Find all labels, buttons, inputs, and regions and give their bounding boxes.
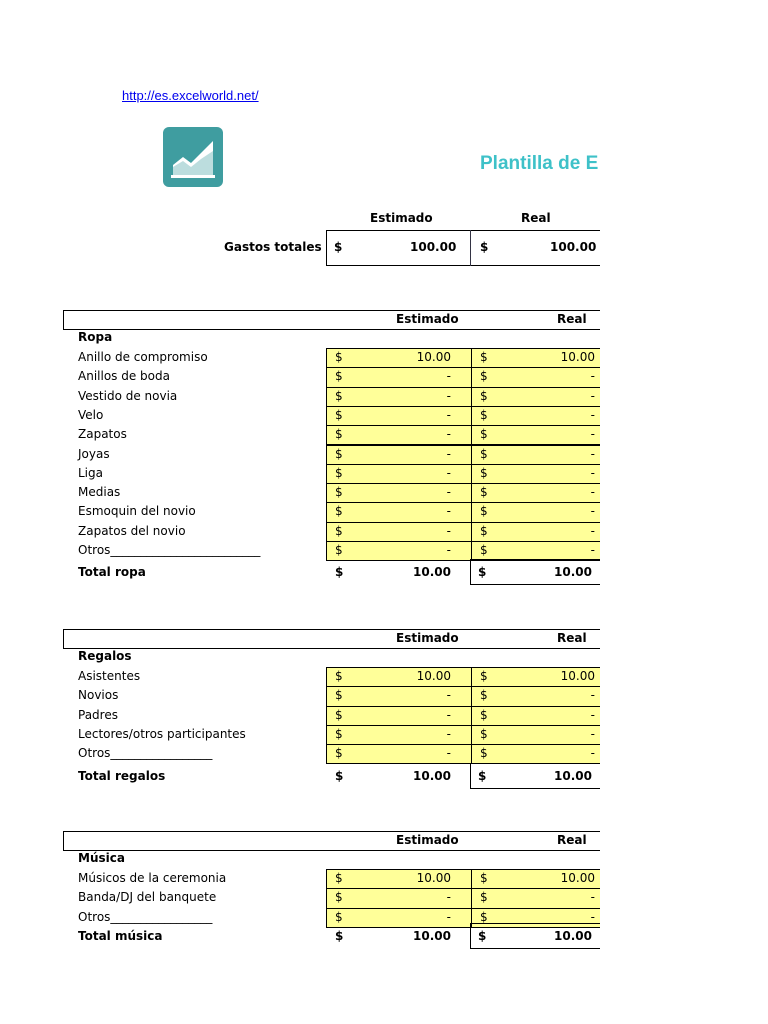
real-input[interactable] <box>471 367 600 387</box>
currency-symbol: $ <box>480 543 488 557</box>
currency-symbol: $ <box>480 871 488 885</box>
row-label: Joyas <box>78 446 110 461</box>
real-input[interactable] <box>471 667 600 687</box>
real-input[interactable] <box>471 502 600 522</box>
estimado-input[interactable] <box>326 522 472 542</box>
row-label: Zapatos del novio <box>78 523 186 538</box>
row-label: Medias <box>78 485 121 500</box>
estimado-value: - <box>446 388 451 403</box>
row-label: Otros_________________ <box>78 746 213 761</box>
currency-symbol: $ <box>335 726 343 741</box>
section-regalos-col-real: Real <box>557 631 587 645</box>
currency-symbol: $ <box>480 688 488 703</box>
estimado-value: - <box>446 504 451 519</box>
real-input[interactable] <box>471 406 600 426</box>
summary-col-real: Real <box>521 211 551 225</box>
real-value: - <box>590 446 595 461</box>
row-label: Esmoquin del novio <box>78 504 196 519</box>
estimado-value: - <box>446 726 451 741</box>
row-label: Novios <box>78 688 119 703</box>
row-label: Padres <box>78 707 118 722</box>
real-input[interactable] <box>471 686 600 706</box>
currency-symbol: $ <box>480 427 488 442</box>
section-regalos-total-label: Total regalos <box>78 768 166 783</box>
total-real-currency: $ <box>478 928 487 943</box>
currency-symbol: $ <box>480 669 488 683</box>
section-msica-top-border <box>63 831 600 832</box>
real-input[interactable] <box>471 888 600 908</box>
total-real-value: 10.00 <box>554 768 592 783</box>
estimado-value: - <box>446 407 451 422</box>
row-label: Zapatos <box>78 427 127 442</box>
currency-symbol: $ <box>480 726 488 741</box>
estimado-input[interactable] <box>326 483 472 503</box>
currency-symbol: $ <box>335 504 343 519</box>
gastos-estimado-currency: $ <box>334 240 343 254</box>
total-real-value: 10.00 <box>554 565 592 580</box>
currency-symbol: $ <box>335 350 343 364</box>
excelworld-link[interactable]: http://es.excelworld.net/ <box>122 88 259 103</box>
estimado-input[interactable] <box>326 667 472 687</box>
real-input[interactable] <box>471 744 600 764</box>
section-regalos-col-estimado: Estimado <box>396 631 459 645</box>
currency-symbol: $ <box>480 523 488 538</box>
real-input[interactable] <box>471 425 600 445</box>
estimado-input[interactable] <box>326 888 472 908</box>
real-value: - <box>590 523 595 538</box>
currency-symbol: $ <box>335 446 343 461</box>
currency-symbol: $ <box>480 350 488 364</box>
estimado-input[interactable] <box>326 706 472 726</box>
estimado-input[interactable] <box>326 908 472 928</box>
section-ropa-left-border <box>63 310 64 330</box>
section-msica-total-label: Total música <box>78 928 163 943</box>
estimado-value: - <box>446 465 451 480</box>
section-regalos-left-border <box>63 629 64 649</box>
currency-symbol: $ <box>335 688 343 703</box>
section-regalos-title: Regalos <box>78 649 132 663</box>
estimado-value: - <box>446 909 451 924</box>
total-real-currency: $ <box>478 565 487 580</box>
section-regalos-top-border <box>63 629 600 630</box>
total-estimado-value: 10.00 <box>413 928 451 943</box>
estimado-input[interactable] <box>326 445 472 465</box>
estimado-input[interactable] <box>326 502 472 522</box>
gastos-totales-label: Gastos totales <box>224 240 322 254</box>
section-msica-col-estimado: Estimado <box>396 833 459 847</box>
real-value: - <box>590 890 595 905</box>
currency-symbol: $ <box>335 707 343 722</box>
gastos-estimado-value: 100.00 <box>410 240 457 254</box>
currency-symbol: $ <box>480 746 488 761</box>
currency-symbol: $ <box>335 543 343 557</box>
estimado-input[interactable] <box>326 744 472 764</box>
total-estimado-value: 10.00 <box>413 565 451 580</box>
estimado-value: - <box>446 485 451 500</box>
row-label: Anillos de boda <box>78 369 170 384</box>
currency-symbol: $ <box>335 890 343 905</box>
section-msica-header-border <box>63 850 600 851</box>
row-label: Músicos de la ceremonia <box>78 871 227 885</box>
total-estimado-currency: $ <box>335 928 344 943</box>
real-value: - <box>590 427 595 442</box>
section-msica-title: Música <box>78 851 125 865</box>
row-label: Banda/DJ del banquete <box>78 890 217 905</box>
estimado-value: 10.00 <box>416 350 451 364</box>
real-input[interactable] <box>471 445 600 465</box>
gastos-real-value: 100.00 <box>550 240 597 254</box>
currency-symbol: $ <box>335 523 343 538</box>
real-input[interactable] <box>471 348 600 368</box>
row-label: Otros_________________ <box>78 909 213 924</box>
real-value: - <box>590 726 595 741</box>
estimado-value: - <box>446 746 451 761</box>
real-value: - <box>590 369 595 384</box>
row-label: Vestido de novia <box>78 388 178 403</box>
section-msica-col-real: Real <box>557 833 587 847</box>
estimado-input[interactable] <box>326 686 472 706</box>
currency-symbol: $ <box>335 388 343 403</box>
real-value: 10.00 <box>560 871 595 885</box>
section-ropa-total-label: Total ropa <box>78 565 146 580</box>
estimado-value: - <box>446 523 451 538</box>
currency-symbol: $ <box>335 909 343 924</box>
section-ropa-top-border <box>63 310 600 311</box>
real-input[interactable] <box>471 483 600 503</box>
row-label: Otros_________________________ <box>78 543 261 557</box>
total-real-value: 10.00 <box>554 928 592 943</box>
real-value: - <box>590 465 595 480</box>
section-ropa-header-border <box>63 329 600 330</box>
section-regalos-header-border <box>63 648 600 649</box>
real-input[interactable] <box>471 522 600 542</box>
estimado-input[interactable] <box>326 367 472 387</box>
real-input[interactable] <box>471 869 600 889</box>
currency-symbol: $ <box>480 407 488 422</box>
estimado-input[interactable] <box>326 464 472 484</box>
estimado-value: - <box>446 890 451 905</box>
currency-symbol: $ <box>480 369 488 384</box>
total-real-currency: $ <box>478 768 487 783</box>
estimado-value: - <box>446 688 451 703</box>
real-value: - <box>590 746 595 761</box>
currency-symbol: $ <box>480 446 488 461</box>
estimado-input[interactable] <box>326 541 472 561</box>
section-ropa-col-estimado: Estimado <box>396 312 459 326</box>
gastos-real-currency: $ <box>480 240 489 254</box>
estimado-value: 10.00 <box>416 669 451 683</box>
real-input[interactable] <box>471 464 600 484</box>
real-value: 10.00 <box>560 350 595 364</box>
section-ropa-title: Ropa <box>78 330 113 344</box>
row-label: Anillo de compromiso <box>78 350 208 364</box>
estimado-input[interactable] <box>326 348 472 368</box>
estimado-input[interactable] <box>326 425 472 445</box>
estimado-value: - <box>446 446 451 461</box>
currency-symbol: $ <box>480 909 488 924</box>
currency-symbol: $ <box>335 407 343 422</box>
currency-symbol: $ <box>335 669 343 683</box>
currency-symbol: $ <box>480 465 488 480</box>
estimado-input[interactable] <box>326 725 472 745</box>
estimado-value: - <box>446 369 451 384</box>
real-value: - <box>590 504 595 519</box>
row-label: Asistentes <box>78 669 141 683</box>
logo-icon <box>163 127 223 187</box>
row-label: Velo <box>78 407 104 422</box>
currency-symbol: $ <box>480 707 488 722</box>
currency-symbol: $ <box>480 485 488 500</box>
real-input[interactable] <box>471 706 600 726</box>
summary-col-estimado: Estimado <box>370 211 433 225</box>
currency-symbol: $ <box>480 388 488 403</box>
currency-symbol: $ <box>335 427 343 442</box>
currency-symbol: $ <box>335 369 343 384</box>
estimado-value: - <box>446 427 451 442</box>
section-ropa-col-real: Real <box>557 312 587 326</box>
currency-symbol: $ <box>335 465 343 480</box>
currency-symbol: $ <box>480 504 488 519</box>
real-input[interactable] <box>471 725 600 745</box>
real-value: - <box>590 909 595 924</box>
currency-symbol: $ <box>335 485 343 500</box>
section-msica-left-border <box>63 831 64 851</box>
estimado-input[interactable] <box>326 406 472 426</box>
total-estimado-currency: $ <box>335 768 344 783</box>
real-value: - <box>590 388 595 403</box>
estimado-value: - <box>446 707 451 722</box>
real-value: - <box>590 485 595 500</box>
real-value: - <box>590 688 595 703</box>
real-input[interactable] <box>471 541 600 561</box>
currency-symbol: $ <box>480 890 488 905</box>
total-estimado-value: 10.00 <box>413 768 451 783</box>
estimado-input[interactable] <box>326 869 472 889</box>
real-value: - <box>590 707 595 722</box>
real-value: - <box>590 407 595 422</box>
row-label: Lectores/otros participantes <box>78 726 246 741</box>
real-value: 10.00 <box>560 669 595 683</box>
estimado-value: 10.00 <box>416 871 451 885</box>
currency-symbol: $ <box>335 746 343 761</box>
real-value: - <box>590 543 595 557</box>
real-input[interactable] <box>471 387 600 407</box>
total-estimado-currency: $ <box>335 565 344 580</box>
estimado-input[interactable] <box>326 387 472 407</box>
row-label: Liga <box>78 465 103 480</box>
page-title: Plantilla de E <box>480 153 599 174</box>
currency-symbol: $ <box>335 871 343 885</box>
estimado-value: - <box>446 543 451 557</box>
